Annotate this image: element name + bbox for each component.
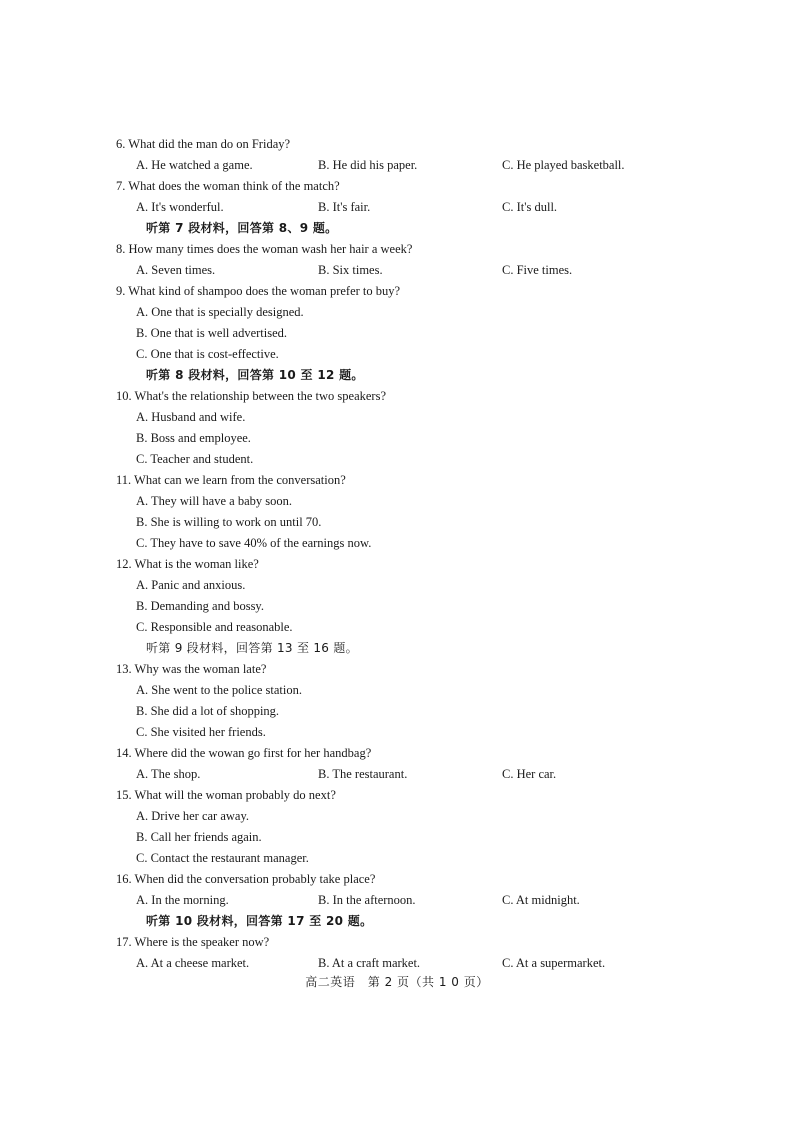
option-row	[116, 197, 696, 218]
question-stem: 7. What does the woman think of the match?	[116, 179, 340, 193]
option-row	[116, 953, 696, 974]
answer-option: C. Five times.	[502, 263, 573, 277]
answer-option: C. At midnight.	[502, 893, 580, 907]
question-stem: 8. How many times does the woman wash her hair a week?	[116, 242, 413, 256]
question-stem: 16. When did the conversation probably take place?	[116, 872, 376, 886]
answer-option: B. At a craft market.	[318, 956, 421, 970]
answer-option: B. He did his paper.	[318, 158, 418, 172]
answer-option: C. It's dull.	[502, 200, 558, 214]
answer-option: C. Her car.	[502, 767, 557, 781]
question-stem: 6. What did the man do on Friday?	[116, 137, 291, 151]
answer-option: B. Boss and employee.	[136, 431, 251, 445]
answer-option: A. The shop.	[136, 767, 201, 781]
question-stem: 11. What can we learn from the conversation?	[116, 473, 346, 487]
question-list	[116, 134, 696, 974]
page-footer: 高二英语 第 2 页（共 1 0 页）	[305, 975, 489, 989]
answer-option: C. Contact the restaurant manager.	[136, 851, 309, 865]
answer-option: A. They will have a baby soon.	[136, 494, 292, 508]
answer-option: A. Husband and wife.	[136, 410, 246, 424]
answer-option: A. Drive her car away.	[136, 809, 250, 823]
answer-option: B. It's fair.	[318, 200, 371, 214]
answer-option: A. In the morning.	[136, 893, 229, 907]
answer-option: C. They have to save 40% of the earnings now.	[136, 536, 372, 550]
section-instruction: 听第 8 段材料，回答第 10 至 12 题。	[146, 368, 364, 382]
answer-option: B. The restaurant.	[318, 767, 408, 781]
answer-option: B. She did a lot of shopping.	[136, 704, 280, 718]
section-instruction: 听第 9 段材料，回答第 13 至 16 题。	[146, 641, 358, 655]
option-row	[116, 260, 696, 281]
answer-option: A. She went to the police station.	[136, 683, 302, 697]
answer-option: C. She visited her friends.	[136, 725, 266, 739]
option-row	[116, 890, 696, 911]
answer-option: B. In the afternoon.	[318, 893, 416, 907]
answer-option: B. Call her friends again.	[136, 830, 262, 844]
question-stem: 9. What kind of shampoo does the woman prefer to buy?	[116, 284, 401, 298]
answer-option: A. He watched a game.	[136, 158, 253, 172]
answer-option: A. One that is specially designed.	[136, 305, 304, 319]
answer-option: C. At a supermarket.	[502, 956, 606, 970]
question-stem: 13. Why was the woman late?	[116, 662, 267, 676]
answer-option: C. He played basketball.	[502, 158, 625, 172]
question-stem: 15. What will the woman probably do next?	[116, 788, 336, 802]
section-instruction: 听第 7 段材料，回答第 8、9 题。	[146, 221, 338, 235]
answer-option: B. One that is well advertised.	[136, 326, 288, 340]
question-stem: 14. Where did the wowan go first for her handbag?	[116, 746, 372, 760]
question-stem: 17. Where is the speaker now?	[116, 935, 270, 949]
answer-option: B. She is willing to work on until 70.	[136, 515, 322, 529]
option-row	[116, 764, 696, 785]
section-instruction: 听第 10 段材料，回答第 17 至 20 题。	[146, 914, 373, 928]
option-row	[116, 155, 696, 176]
answer-option: B. Six times.	[318, 263, 383, 277]
answer-option: A. Panic and anxious.	[136, 578, 246, 592]
answer-option: C. Responsible and reasonable.	[136, 620, 293, 634]
answer-option: C. One that is cost-effective.	[136, 347, 279, 361]
question-stem: 10. What's the relationship between the two speakers?	[116, 389, 386, 403]
answer-option: A. Seven times.	[136, 263, 216, 277]
question-stem: 12. What is the woman like?	[116, 557, 259, 571]
answer-option: A. It's wonderful.	[136, 200, 224, 214]
answer-option: A. At a cheese market.	[136, 956, 250, 970]
answer-option: C. Teacher and student.	[136, 452, 254, 466]
answer-option: B. Demanding and bossy.	[136, 599, 264, 613]
